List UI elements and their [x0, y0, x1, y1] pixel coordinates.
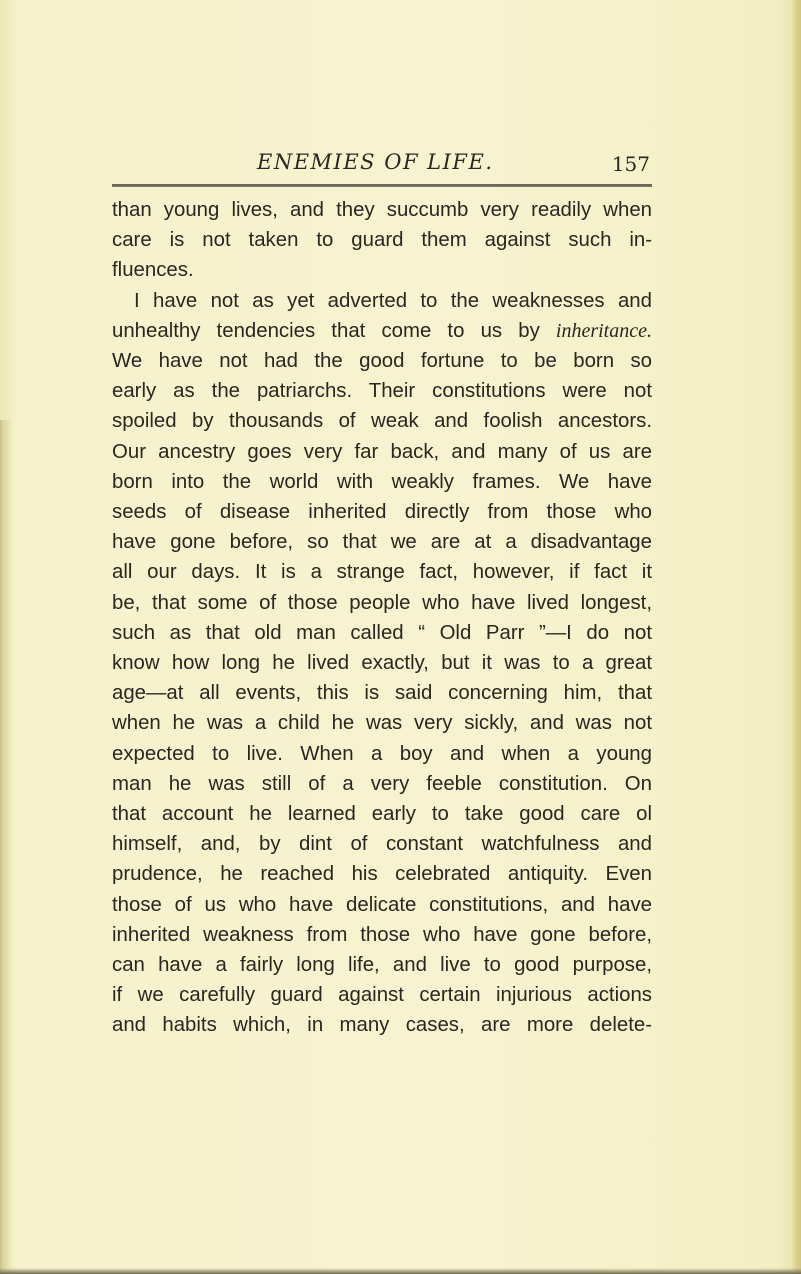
text-line: know how long he lived exactly, but it was to a great: [112, 652, 652, 675]
page-number: 157: [611, 152, 650, 176]
text-line: seeds of disease inherited directly from those who: [112, 501, 652, 524]
text-line: such as that old man called “ Old Parr ”—I do not: [112, 621, 652, 644]
text-line: than young lives, and they succumb very readily when: [112, 199, 652, 221]
text-line: early as the patriarchs. Their constitutions were not: [112, 380, 652, 403]
text-line: if we carefully guard against certain injurious actions: [112, 984, 652, 1007]
text-line: be, that some of those people who have lived longest,: [112, 591, 652, 614]
text-line: man he was still of a very feeble constitution. On: [112, 772, 652, 795]
text-line: and habits which, in many cases, are more delete-: [112, 1014, 652, 1037]
body-text: [112, 195, 652, 1041]
text-line: all our days. It is a strange fact, however, if fact it: [112, 561, 652, 584]
running-title: ENEMIES OF LIFE.: [257, 150, 494, 174]
running-head: [112, 150, 654, 186]
text-line: inherited weakness from those who have gone before,: [112, 923, 652, 946]
text-segment: unhealthy tendencies that come to us by: [112, 319, 540, 342]
paragraph-first-line: I have not as yet adverted to the weaknesses and: [134, 289, 652, 312]
text-line: expected to live. When a boy and when a young: [112, 742, 652, 765]
text-line: prudence, he reached his celebrated antiquity. Even: [112, 863, 652, 886]
header-rule: [112, 184, 652, 187]
text-line: when he was a child he was very sickly, and was not: [112, 712, 652, 735]
text-line: We have not had the good fortune to be born so: [112, 350, 652, 373]
text-line: fluences.: [112, 259, 194, 282]
text-line: those of us who have delicate constitutions, and have: [112, 893, 652, 916]
page-bottom-edge: [0, 1268, 801, 1274]
text-line: [112, 316, 652, 346]
page-edge-shadow: [791, 0, 801, 1274]
text-line: that account he learned early to take good care ol: [112, 803, 652, 826]
text-line: born into the world with weakly frames. We have: [112, 470, 652, 493]
text-line: age—at all events, this is said concerning him, that: [112, 682, 652, 705]
text-line: Our ancestry goes very far back, and many of us are: [112, 440, 652, 463]
text-line: himself, and, by dint of constant watchfulness and: [112, 833, 652, 856]
text-line: can have a fairly long life, and live to good purpose,: [112, 954, 652, 977]
page-gutter-shadow: [0, 420, 12, 1274]
text-line: spoiled by thousands of weak and foolish ancestors.: [112, 410, 652, 433]
text-line: have gone before, so that we are at a disadvantage: [112, 531, 652, 554]
text-line: care is not taken to guard them against such in-: [112, 229, 652, 252]
italic-word: inheritance.: [555, 319, 652, 342]
